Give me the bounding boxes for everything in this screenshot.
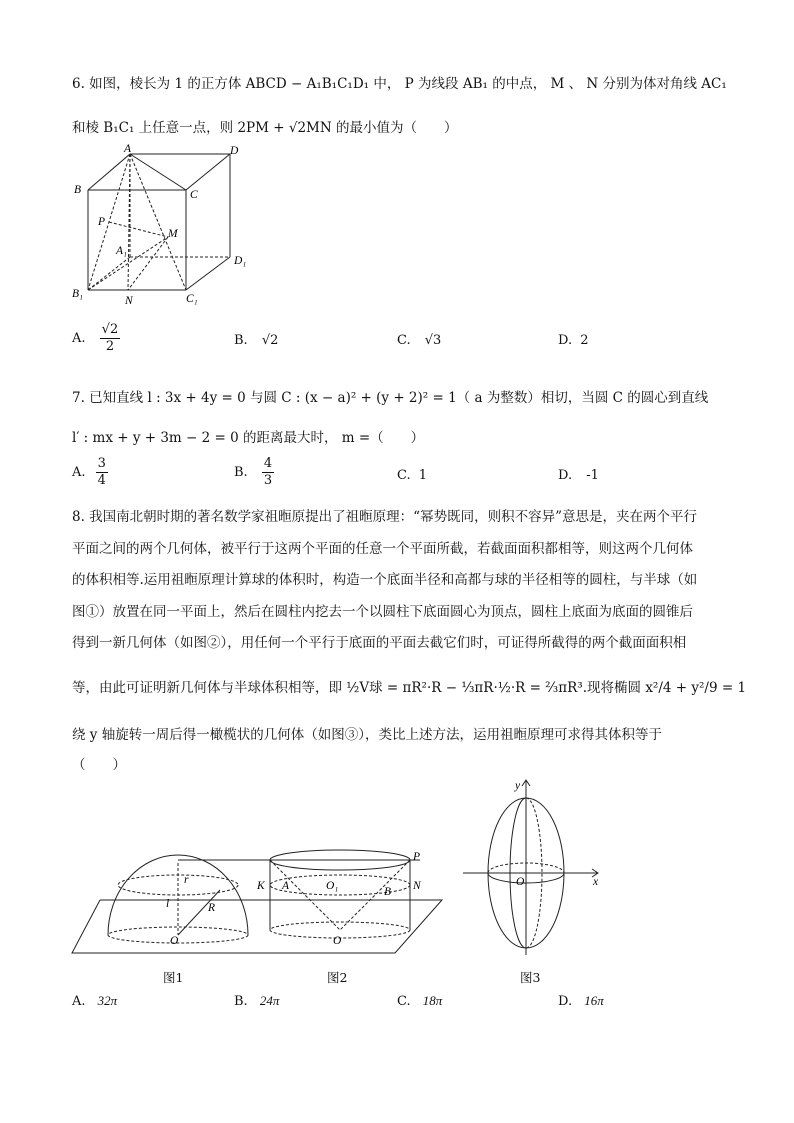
q6-cube-figure bbox=[68, 142, 258, 312]
cube-label-M: M bbox=[168, 228, 178, 240]
q8-figure-3 bbox=[458, 775, 608, 965]
cube-label-A: A bbox=[124, 143, 132, 155]
q8-line6 bbox=[72, 676, 746, 696]
q7-option-d-text: -1 bbox=[586, 468, 599, 483]
fig2-label-B: B bbox=[384, 886, 392, 898]
q8-option-d-text: 16π bbox=[584, 993, 604, 1008]
q8-option-c-text: 18π bbox=[422, 993, 443, 1008]
fig2-label-P: P bbox=[413, 851, 421, 863]
q8-line6-formula: ½V球 = πR²·R − ⅓πR·½·R = ⅔πR³ bbox=[346, 680, 583, 696]
fig1-label-R: R bbox=[208, 902, 216, 914]
q6-option-a-letter: A. bbox=[72, 331, 86, 346]
fig2-label-O: O bbox=[333, 935, 342, 947]
cube-label-C: C bbox=[190, 189, 198, 201]
q8-option-a-letter: A. bbox=[72, 994, 86, 1009]
q8-line6-mid: .现将椭圆 bbox=[582, 680, 646, 696]
q6-option-a-num: √2 bbox=[101, 322, 119, 337]
cube-label-B1: B₁ bbox=[72, 288, 84, 300]
q6-line1: 6. 如图，棱长为 1 的正方体 ABCD − A₁B₁C₁D₁ 中， P 为线段 AB₁ 的中点， M 、 N 分别为体对角线 AC₁ bbox=[72, 76, 727, 92]
figure1-caption: 图1 bbox=[163, 970, 184, 985]
q6-option-d-text: 2 bbox=[580, 333, 589, 348]
fig2-label-O1: O₁ bbox=[326, 880, 339, 892]
figure3-caption: 图3 bbox=[520, 970, 541, 985]
q6-option-d-letter: D. bbox=[558, 333, 573, 348]
q7-option-a-den: 4 bbox=[97, 473, 106, 488]
q7-option-c-text: 1 bbox=[418, 468, 428, 483]
q7-option-b-letter: B. bbox=[234, 465, 248, 480]
q7-option-b-den: 3 bbox=[263, 473, 273, 488]
q8-option-b-letter: B. bbox=[234, 994, 248, 1009]
q8-line7: 绕 y 轴旋转一周后得一橄榄状的几何体（如图③），类比上述方法，运用祖暅原理可求得其体积等于 bbox=[72, 727, 662, 743]
fig3-label-O: O bbox=[516, 876, 525, 888]
q6-option-b[interactable] bbox=[234, 333, 278, 348]
q8-option-a[interactable] bbox=[72, 993, 117, 1009]
q6-option-b-letter: B. bbox=[234, 333, 248, 348]
q6-option-a-den: 2 bbox=[105, 339, 115, 354]
cube-label-B: B bbox=[74, 184, 82, 196]
q7-option-a-letter: A. bbox=[72, 465, 86, 480]
q6-option-d[interactable] bbox=[558, 333, 589, 348]
q8-figures-1-2 bbox=[70, 845, 450, 960]
fig1-label-l: l bbox=[166, 898, 170, 910]
fig2-label-A: A bbox=[282, 880, 290, 892]
q7-line2: l′ : mx + y + 3m − 2 = 0 的距离最大时， m =（ ） bbox=[72, 430, 425, 446]
q7-option-c-letter: C. bbox=[397, 468, 411, 483]
q8-line4: 图①）放置在同一平面上，然后在圆柱内挖去一个以圆柱下底面圆心为顶点，圆柱上底面为底面的圆锥后 bbox=[72, 604, 693, 620]
q6-option-c-text: √3 bbox=[424, 333, 442, 348]
q8-line6-pre: 等，由此可证明新几何体与半球体积相等，即 bbox=[72, 680, 347, 696]
q7-option-a[interactable] bbox=[72, 456, 108, 489]
fig1-label-O: O bbox=[170, 935, 179, 947]
q7-option-b[interactable] bbox=[234, 456, 274, 489]
q8-option-a-text: 32π bbox=[97, 993, 118, 1008]
cube-label-D: D bbox=[230, 145, 239, 157]
q8-option-d[interactable] bbox=[558, 993, 604, 1009]
q7-option-b-num: 4 bbox=[263, 456, 273, 471]
cube-label-A1: A₁ bbox=[116, 245, 128, 257]
figure2-caption: 图2 bbox=[327, 970, 348, 985]
q8-line8: （ ） bbox=[72, 757, 126, 773]
q6-option-c-letter: C. bbox=[397, 333, 411, 348]
q8-option-b-text: 24π bbox=[259, 993, 280, 1008]
cube-label-P: P bbox=[98, 216, 106, 228]
q8-line6-ellipse: x²/4 + y²/9 = 1 bbox=[645, 680, 747, 696]
q8-option-d-letter: D. bbox=[558, 994, 573, 1009]
q6-option-a[interactable] bbox=[72, 322, 120, 355]
q7-line1: 7. 已知直线 l : 3x + 4y = 0 与圆 C : (x − a)² + (y + 2)² = 1（ a 为整数）相切，当圆 C 的圆心到直线 bbox=[72, 390, 709, 406]
q8-line2: 平面之间的两个几何体，被平行于这两个平面的任意一个平面所截，若截面面积都相等，则这两个几何体 bbox=[72, 541, 693, 557]
fig3-label-x: x bbox=[593, 876, 599, 888]
fig1-label-r: r bbox=[184, 874, 189, 886]
fig2-label-K: K bbox=[257, 880, 265, 892]
cube-label-D1: D₁ bbox=[234, 255, 247, 267]
q7-option-a-num: 3 bbox=[97, 456, 106, 471]
q8-line5: 得到一新几何体（如图②），用任何一个平行于底面的平面去截它们时，可证得所截得的两个截面面积相 bbox=[72, 635, 687, 651]
q6-option-c[interactable] bbox=[397, 333, 441, 348]
q6-line2: 和棱 B₁C₁ 上任意一点，则 2PM + √2MN 的最小值为（ ） bbox=[72, 120, 458, 136]
cube-label-C1: C₁ bbox=[186, 293, 198, 305]
q7-option-c[interactable] bbox=[397, 468, 427, 483]
q6-option-b-text: √2 bbox=[261, 333, 279, 348]
q8-line3: 的体积相等.运用祖暅原理计算球的体积时，构造一个底面半径和高都与球的半径相等的圆柱，与半球（如 bbox=[72, 572, 698, 588]
q8-option-c-letter: C. bbox=[397, 994, 411, 1009]
q8-option-c[interactable] bbox=[397, 993, 442, 1009]
q8-option-b[interactable] bbox=[234, 993, 279, 1009]
q7-option-d-letter: D. bbox=[558, 468, 573, 483]
fig2-label-N: N bbox=[413, 880, 421, 892]
fig3-label-y: y bbox=[515, 780, 521, 792]
q7-option-d[interactable] bbox=[558, 468, 599, 483]
cube-label-N: N bbox=[125, 295, 133, 307]
q8-line1: 8. 我国南北朝时期的著名数学家祖暅原提出了祖暅原理：“幂势既同，则积不容异”意思是，夹在两个平行 bbox=[72, 509, 697, 525]
